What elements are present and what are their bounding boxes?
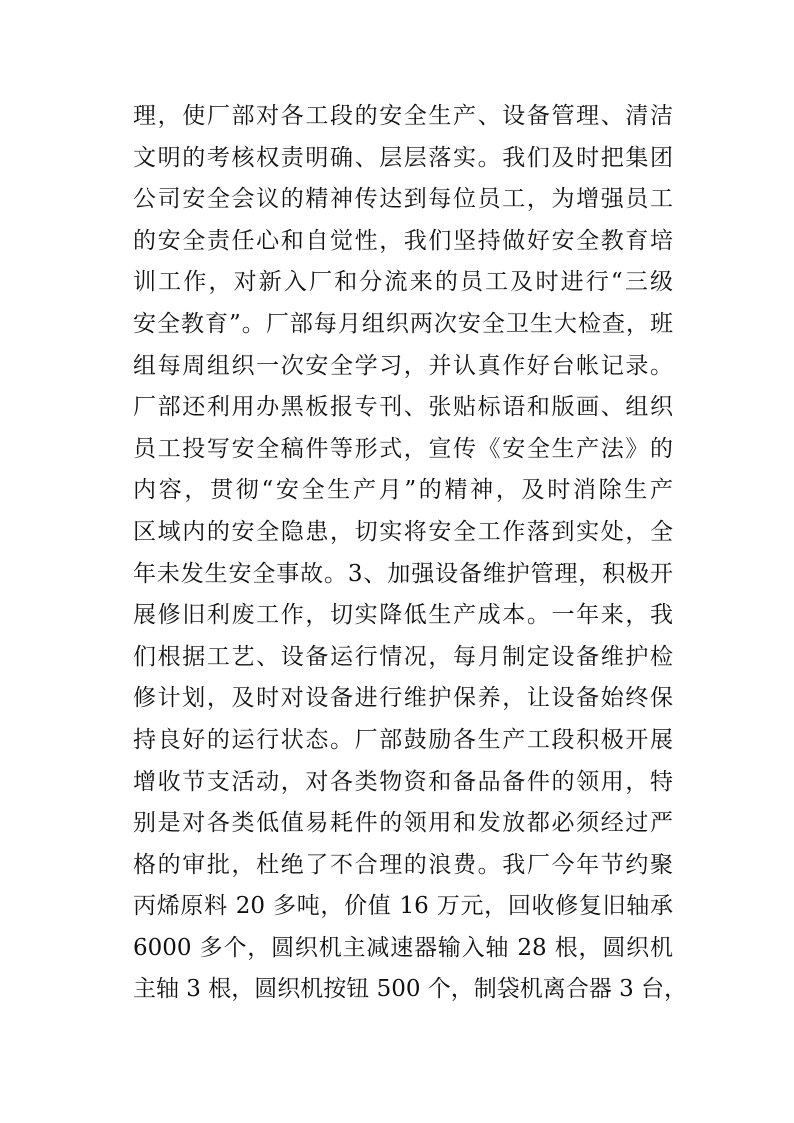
text-line: 区域内的安全隐患，切实将安全工作落到实处，全 bbox=[133, 518, 673, 545]
text-line: 增收节支活动，对各类物资和备品备件的领用，特 bbox=[133, 768, 673, 795]
text-line: 组每周组织一次安全学习，并认真作好台帐记录。 bbox=[133, 352, 673, 379]
text-line: 们根据工艺、设备运行情况，每月制定设备维护检 bbox=[133, 643, 673, 670]
text-line: 修计划，及时对设备进行维护保养，让设备始终保 bbox=[133, 685, 673, 712]
text-line: 厂部还利用办黑板报专刊、张贴标语和版画、组织 bbox=[133, 394, 673, 421]
text-line: 内容，贯彻“安全生产月”的精神，及时消除生产 bbox=[133, 477, 673, 504]
text-line: 格的审批，杜绝了不合理的浪费。我厂今年节约聚 bbox=[133, 851, 673, 878]
text-line: 展修旧利废工作，切实降低生产成本。一年来，我 bbox=[133, 602, 673, 629]
text-line: 年未发生安全事故。3、加强设备维护管理，积极开 bbox=[133, 560, 673, 587]
text-line: 持良好的运行状态。厂部鼓励各生产工段积极开展 bbox=[133, 726, 673, 753]
text-line: 丙烯原料 20 多吨，价值 16 万元，回收修复旧轴承 bbox=[133, 893, 673, 920]
body-paragraph bbox=[133, 96, 688, 1011]
text-line: 训工作，对新入厂和分流来的员工及时进行“三级 bbox=[133, 269, 673, 296]
text-line: 公司安全会议的精神传达到每位员工，为增强员工 bbox=[133, 186, 673, 213]
text-line: 的安全责任心和自觉性，我们坚持做好安全教育培 bbox=[133, 227, 673, 254]
text-line: 理，使厂部对各工段的安全生产、设备管理、清洁 bbox=[133, 103, 673, 129]
text-line: 主轴 3 根，圆织机按钮 500 个，制袋机离合器 3 台， bbox=[133, 976, 688, 1003]
text-line: 安全教育”。厂部每月组织两次安全卫生大检查，班 bbox=[133, 310, 673, 337]
text-line: 6000 多个，圆织机主减速器输入轴 28 根，圆织机 bbox=[133, 934, 673, 961]
text-line: 员工投写安全稿件等形式，宣传《安全生产法》的 bbox=[133, 435, 673, 462]
text-line: 别是对各类低值易耗件的领用和发放都必须经过严 bbox=[133, 810, 673, 837]
text-line: 文明的考核权责明确、层层落实。我们及时把集团 bbox=[133, 144, 673, 171]
